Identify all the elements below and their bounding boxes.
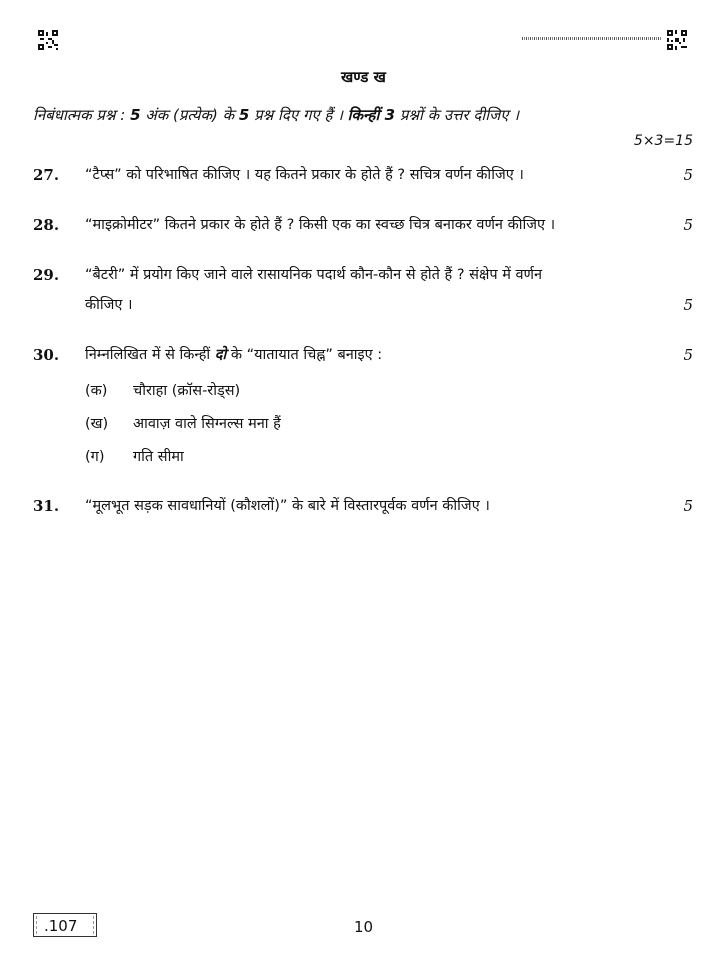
question-emphasis: दो (214, 347, 227, 363)
qr-code-icon (667, 30, 687, 50)
question-marks: 5 (683, 346, 693, 364)
question-text: “मूलभूत सड़क सावधानियों (कौशलों)” के बारे में विस्तारपूर्वक वर्णन कीजिए । (85, 498, 490, 514)
question-marks: 5 (683, 296, 693, 314)
question-marks: 5 (683, 166, 693, 184)
instruction-text: निबंधात्मक प्रश्न : (33, 106, 131, 124)
question-text: “बैटरी” में प्रयोग किए जाने वाले रासायनिक पदार्थ कौन-कौन से होते हैं ? संक्षेप में वर्णन (85, 267, 543, 283)
option-text: चौराहा (क्रॉस-रोड्स) (133, 383, 241, 399)
question-text-part: निम्नलिखित में से किन्हीं (85, 347, 215, 363)
question-text-part: के “यातायात चिह्न” बनाइए : (226, 347, 383, 363)
paper-code: .107 (44, 917, 78, 935)
instruction-text: प्रश्नों के उत्तर दीजिए । (395, 106, 520, 124)
question-text: “टैप्स” को परिभाषित कीजिए । यह कितने प्रकार के होते हैं ? सचित्र वर्णन कीजिए । (85, 167, 524, 183)
option-text: आवाज़ वाले सिग्नल्स मना हैं (133, 416, 281, 432)
instruction-marks: 5 (130, 106, 141, 124)
option-label: (ग) (85, 449, 105, 465)
instruction-text: प्रश्न दिए गए हैं । (249, 106, 348, 124)
question-number: 28. (33, 216, 60, 234)
qr-code-icon (38, 30, 58, 50)
section-title: खण्ड ख (341, 68, 386, 86)
question-29 (33, 266, 693, 326)
question-marks: 5 (683, 497, 693, 515)
question-number: 30. (33, 346, 60, 364)
option-label: (क) (85, 383, 108, 399)
question-28 (33, 216, 693, 246)
instruction-text: अंक (प्रत्येक) के (140, 106, 239, 124)
question-marks: 5 (683, 216, 693, 234)
question-text-continued: कीजिए । (85, 297, 133, 313)
question-number: 29. (33, 266, 60, 284)
question-number: 27. (33, 166, 60, 184)
marks-formula: 5×3=15 (633, 133, 693, 149)
question-31 (33, 497, 693, 527)
instruction-count: 5 (238, 106, 250, 124)
page-number: 10 (353, 918, 374, 936)
question-30 (33, 346, 693, 476)
option-label: (ख) (85, 416, 109, 432)
question-text (85, 340, 655, 371)
barcode-strip (522, 37, 662, 40)
option-text: गति सीमा (133, 449, 184, 465)
question-27 (33, 166, 693, 196)
question-number: 31. (33, 497, 60, 515)
question-text: “माइक्रोमीटर” कितने प्रकार के होते हैं ? किसी एक का स्वच्छ चित्र बनाकर वर्णन कीजिए । (85, 217, 556, 233)
instruction-choice: किन्हीं 3 (347, 106, 396, 124)
section-instruction (33, 105, 693, 125)
